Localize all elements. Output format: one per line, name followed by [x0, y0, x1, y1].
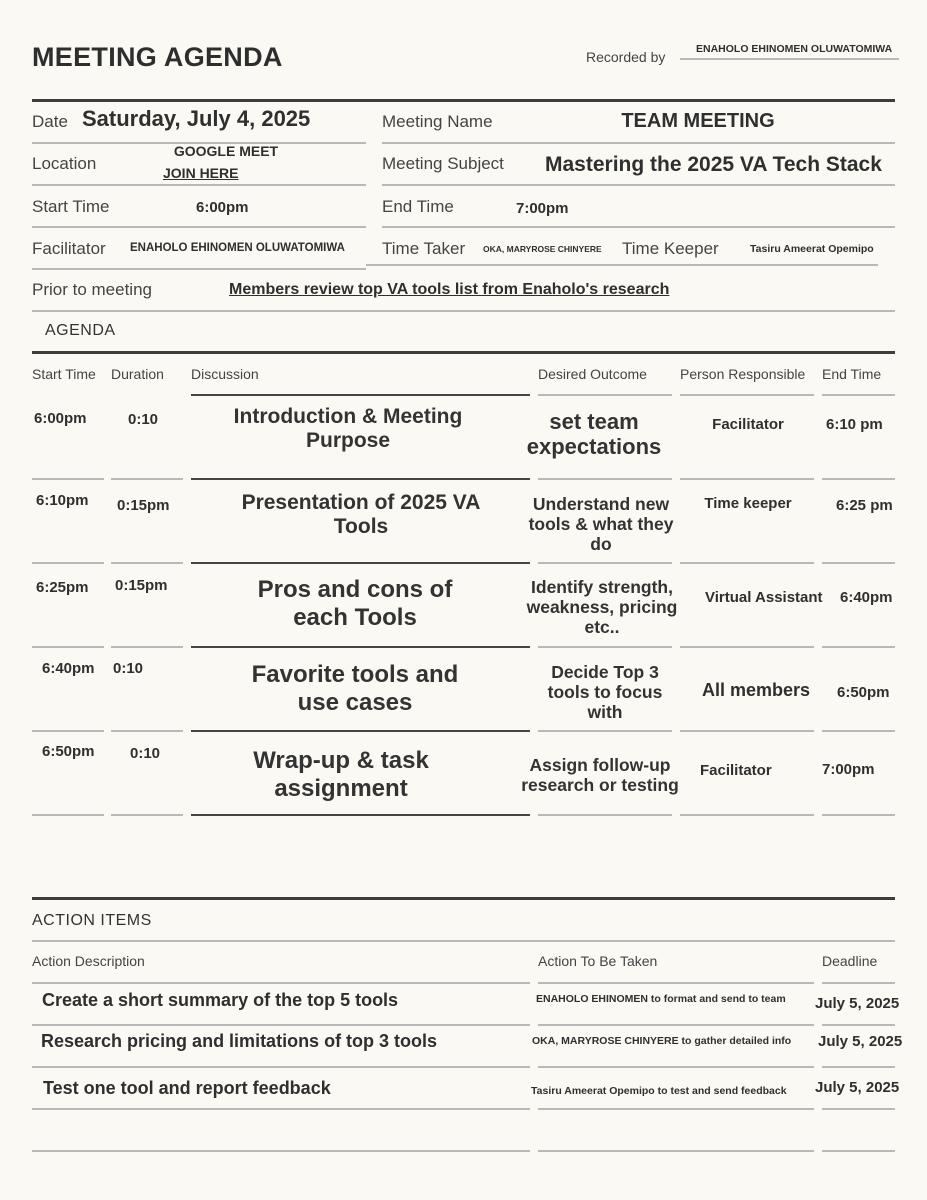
- agenda-row-start: 6:40pm: [42, 660, 95, 677]
- agenda-row-end: 6:10 pm: [826, 416, 883, 433]
- agenda-row-discussion: Introduction & Meeting Purpose: [233, 404, 463, 452]
- meeting-name-value: TEAM MEETING: [621, 110, 775, 132]
- agenda-heading: AGENDA: [45, 322, 116, 339]
- agenda-row-person: Facilitator: [700, 762, 772, 779]
- action-row-deadline: July 5, 2025: [815, 995, 900, 1012]
- agenda-row-start: 6:00pm: [34, 410, 87, 427]
- end-time-value: 7:00pm: [516, 200, 569, 217]
- agenda-row-duration: 0:10: [130, 745, 161, 762]
- action-row-action: Tasiru Ameerat Opemipo to test and send feedback: [531, 1085, 787, 1097]
- join-link[interactable]: JOIN HERE: [163, 165, 239, 181]
- action-row-description: Create a short summary of the top 5 tools: [42, 990, 399, 1010]
- action-row-action: ENAHOLO EHINOMEN to format and send to team: [536, 993, 786, 1005]
- action-items-heading: ACTION ITEMS: [32, 912, 152, 929]
- location-value: GOOGLE MEET: [173, 143, 279, 159]
- agenda-row-discussion: Presentation of 2025 VA Tools: [241, 490, 481, 538]
- agenda-row-duration: 0:10: [113, 660, 144, 677]
- agenda-row-outcome: set team expectations: [526, 408, 662, 459]
- meeting-name-label: Meeting Name: [382, 112, 493, 131]
- recorded-by-label: Recorded by: [586, 49, 666, 65]
- time-keeper-value: Tasiru Ameerat Opemipo: [750, 243, 874, 255]
- action-row-description: Research pricing and limitations of top 3 tools: [41, 1031, 438, 1051]
- subject-value: Mastering the 2025 VA Tech Stack: [545, 153, 882, 176]
- subject-label: Meeting Subject: [382, 154, 504, 173]
- agenda-row-discussion: Favorite tools and use cases: [251, 661, 459, 716]
- agenda-row-end: 6:40pm: [840, 589, 893, 606]
- agenda-row-start: 6:10pm: [36, 492, 89, 509]
- facilitator-label: Facilitator: [32, 239, 106, 258]
- facilitator-value: ENAHOLO EHINOMEN OLUWATOMIWA: [130, 242, 345, 254]
- agenda-row-person: All members: [702, 680, 811, 700]
- recorded-by-value: ENAHOLO EHINOMEN OLUWATOMIWA: [696, 43, 893, 55]
- date-value: Saturday, July 4, 2025: [82, 106, 311, 131]
- agenda-row-end: 6:25 pm: [836, 497, 893, 514]
- agenda-row-end: 7:00pm: [822, 761, 875, 778]
- time-keeper-label: Time Keeper: [622, 239, 719, 258]
- agenda-row-person: Time keeper: [704, 495, 792, 512]
- agenda-row-discussion: Wrap-up & task assignment: [253, 747, 429, 802]
- time-taker-label: Time Taker: [382, 239, 466, 258]
- end-time-label: End Time: [382, 197, 454, 216]
- agenda-row-start: 6:25pm: [36, 579, 89, 596]
- prior-value: Members review top VA tools list from Enaholo's research: [229, 281, 670, 298]
- agenda-row-duration: 0:15pm: [115, 577, 168, 594]
- col-action-description: Action Description: [32, 953, 145, 969]
- page-title: MEETING AGENDA: [32, 42, 283, 72]
- start-time-value: 6:00pm: [196, 199, 249, 216]
- agenda-row-end: 6:50pm: [837, 684, 890, 701]
- agenda-row-outcome: Assign follow-up research or testing: [521, 754, 679, 795]
- action-row-deadline: July 5, 2025: [818, 1033, 903, 1050]
- time-taker-value: OKA, MARYROSE CHINYERE: [483, 244, 602, 254]
- action-row-action: OKA, MARYROSE CHINYERE to gather detailed info: [532, 1035, 792, 1047]
- agenda-row-discussion: Pros and cons of each Tools: [257, 576, 453, 631]
- action-row-deadline: July 5, 2025: [815, 1079, 900, 1096]
- agenda-row-duration: 0:15pm: [117, 497, 170, 514]
- col-action-to-be-taken: Action To Be Taken: [538, 953, 658, 969]
- date-label: Date: [32, 112, 68, 131]
- col-person-responsible: Person Responsible: [680, 366, 806, 382]
- col-end-time: End Time: [822, 366, 882, 382]
- start-time-label: Start Time: [32, 197, 110, 216]
- col-discussion: Discussion: [191, 366, 259, 382]
- prior-label: Prior to meeting: [32, 280, 152, 299]
- agenda-row-outcome: Decide Top 3 tools to focus with: [547, 661, 663, 723]
- agenda-row-person: Virtual Assistant: [705, 589, 823, 606]
- col-start-time: Start Time: [32, 366, 96, 382]
- agenda-row-start: 6:50pm: [42, 743, 95, 760]
- agenda-row-outcome: Identify strength, weakness, pricing etc..: [526, 576, 678, 638]
- action-row-description: Test one tool and report feedback: [43, 1078, 331, 1098]
- location-label: Location: [32, 154, 97, 173]
- agenda-row-outcome: Understand new tools & what they do: [528, 493, 674, 555]
- col-duration: Duration: [111, 366, 164, 382]
- col-desired-outcome: Desired Outcome: [538, 366, 647, 382]
- agenda-row-duration: 0:10: [128, 411, 159, 428]
- agenda-row-person: Facilitator: [712, 416, 784, 433]
- col-deadline: Deadline: [822, 953, 878, 969]
